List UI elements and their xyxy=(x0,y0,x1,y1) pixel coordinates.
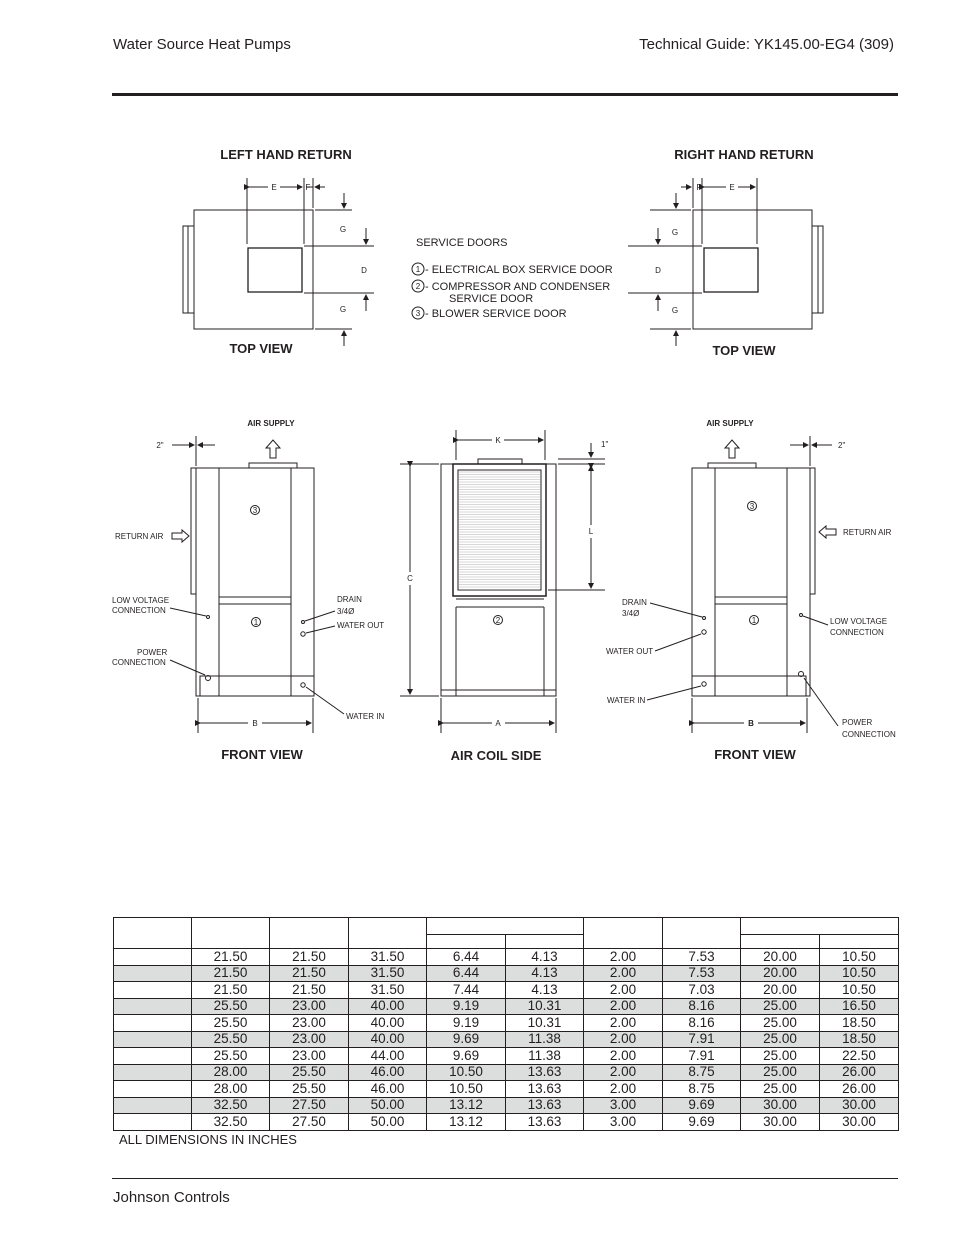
dimension-cell: 40.00 xyxy=(349,1031,427,1048)
dimension-cell: 25.50 xyxy=(192,1015,270,1032)
dimension-cell: 13.63 xyxy=(506,1064,584,1081)
dimension-cell: 13.63 xyxy=(506,1097,584,1114)
dimension-cell: 11.38 xyxy=(506,1031,584,1048)
model-cell xyxy=(114,1015,192,1032)
svg-text:WATER IN: WATER IN xyxy=(607,696,646,705)
model-cell xyxy=(114,1048,192,1065)
model-cell xyxy=(114,1081,192,1098)
table-row xyxy=(114,949,899,966)
model-cell xyxy=(114,965,192,982)
dimension-cell: 7.53 xyxy=(663,965,741,982)
header-cell xyxy=(270,918,349,949)
svg-text:F: F xyxy=(305,183,311,192)
dimension-cell: 27.50 xyxy=(270,1097,349,1114)
dimension-cell: 23.00 xyxy=(270,998,349,1015)
dimension-cell: 8.16 xyxy=(663,1015,741,1032)
svg-text:1: 1 xyxy=(751,616,757,625)
model-cell xyxy=(114,949,192,966)
dimension-cell: 8.75 xyxy=(663,1081,741,1098)
dimension-cell: 9.19 xyxy=(427,1015,506,1032)
dimension-cell: 8.16 xyxy=(663,998,741,1015)
service-door-3: - BLOWER SERVICE DOOR xyxy=(425,308,567,320)
model-cell xyxy=(114,1097,192,1114)
svg-text:1: 1 xyxy=(253,618,259,627)
svg-text:G: G xyxy=(339,225,347,234)
dimension-cell: 26.00 xyxy=(820,1064,899,1081)
dimension-cell: 25.00 xyxy=(741,1031,820,1048)
svg-text:A: A xyxy=(495,719,501,728)
dimension-cell: 7.03 xyxy=(663,982,741,999)
dimension-cell: 7.44 xyxy=(427,982,506,999)
dimension-cell: 30.00 xyxy=(741,1114,820,1131)
header-subcell xyxy=(506,935,584,949)
lh-top-view-cabinet xyxy=(194,210,313,329)
svg-text:3/4Ø: 3/4Ø xyxy=(337,607,355,616)
dimension-cell: 2.00 xyxy=(584,1015,663,1032)
dimension-cell: 2.00 xyxy=(584,1031,663,1048)
dimension-cell: 50.00 xyxy=(349,1114,427,1131)
model-cell xyxy=(114,1064,192,1081)
dimension-cell: 13.63 xyxy=(506,1114,584,1131)
dimension-cell: 2.00 xyxy=(584,998,663,1015)
air-coil-side-label: AIR COIL SIDE xyxy=(450,748,542,763)
svg-text:G: G xyxy=(671,306,679,315)
svg-text:3/4Ø: 3/4Ø xyxy=(622,609,640,618)
dimension-cell: 6.44 xyxy=(427,949,506,966)
dimension-cell: 3.00 xyxy=(584,1114,663,1131)
rh-front-view-label: FRONT VIEW xyxy=(714,747,796,762)
dimension-cell: 13.63 xyxy=(506,1081,584,1098)
dimension-cell: 2.00 xyxy=(584,949,663,966)
table-row xyxy=(114,965,899,982)
service-doors-title: SERVICE DOORS xyxy=(416,237,508,249)
dimension-cell: 9.69 xyxy=(427,1048,506,1065)
dimension-cell: 2.00 xyxy=(584,1048,663,1065)
table-row xyxy=(114,1015,899,1032)
dimension-cell: 9.69 xyxy=(663,1097,741,1114)
dimension-cell: 16.50 xyxy=(820,998,899,1015)
svg-text:K: K xyxy=(495,436,501,445)
lh-return-air-arrow xyxy=(172,530,189,542)
dimensions-table xyxy=(113,917,899,1131)
dimension-cell: 21.50 xyxy=(270,965,349,982)
dimension-cell: 20.00 xyxy=(741,965,820,982)
svg-text:POWER: POWER xyxy=(137,648,168,657)
right-hand-return-title: RIGHT HAND RETURN xyxy=(674,147,814,162)
footer-rule xyxy=(112,1178,898,1179)
table-row xyxy=(114,982,899,999)
dimension-cell: 21.50 xyxy=(192,949,270,966)
table-row xyxy=(114,1081,899,1098)
svg-text:C: C xyxy=(407,574,413,583)
dimension-cell: 4.13 xyxy=(506,965,584,982)
dimension-cell: 2.00 xyxy=(584,982,663,999)
header-cell xyxy=(584,918,663,949)
svg-text:1: 1 xyxy=(415,265,421,274)
dimension-cell: 4.13 xyxy=(506,949,584,966)
svg-text:2: 2 xyxy=(415,282,421,291)
dimension-cell: 25.00 xyxy=(741,1064,820,1081)
header-cell xyxy=(114,918,192,949)
lh-return-air-label: RETURN AIR xyxy=(115,532,164,541)
dimension-cell: 18.50 xyxy=(820,1031,899,1048)
dimension-cell: 31.50 xyxy=(349,949,427,966)
table-row xyxy=(114,1114,899,1131)
header-doc-category: Water Source Heat Pumps xyxy=(113,36,291,53)
dimension-cell: 20.00 xyxy=(741,949,820,966)
dimension-cell: 4.13 xyxy=(506,982,584,999)
dimension-cell: 18.50 xyxy=(820,1015,899,1032)
dimension-cell: 32.50 xyxy=(192,1097,270,1114)
dimension-cell: 21.50 xyxy=(192,965,270,982)
rh-air-supply-label: AIR SUPPLY xyxy=(706,419,754,428)
dimension-cell: 25.50 xyxy=(270,1081,349,1098)
model-cell xyxy=(114,982,192,999)
dimension-cell: 8.75 xyxy=(663,1064,741,1081)
svg-text:LOW VOLTAGE: LOW VOLTAGE xyxy=(112,596,170,605)
svg-text:D: D xyxy=(655,266,661,275)
dimension-cell: 3.00 xyxy=(584,1097,663,1114)
lh-front-view-label: FRONT VIEW xyxy=(221,747,303,762)
dimension-cell: 27.50 xyxy=(270,1114,349,1131)
svg-text:L: L xyxy=(588,527,594,536)
svg-text:E: E xyxy=(271,183,277,192)
lh-top-view-label: TOP VIEW xyxy=(229,341,293,356)
dimension-cell: 28.00 xyxy=(192,1081,270,1098)
service-door-2-cont: SERVICE DOOR xyxy=(449,293,534,305)
dimension-cell: 2.00 xyxy=(584,965,663,982)
air-coil-frame xyxy=(453,464,546,596)
svg-text:G: G xyxy=(339,305,347,314)
dimension-cell: 25.00 xyxy=(741,998,820,1015)
rh-top-view-collar xyxy=(704,248,758,292)
svg-text:WATER OUT: WATER OUT xyxy=(337,621,385,630)
lh-air-supply-arrow xyxy=(266,440,280,458)
table-row xyxy=(114,1048,899,1065)
svg-text:B: B xyxy=(748,719,754,728)
lh-top-view-collar xyxy=(248,248,302,292)
dimension-cell: 28.00 xyxy=(192,1064,270,1081)
rh-return-air-label: RETURN AIR xyxy=(843,528,892,537)
dimension-cell: 2.00 xyxy=(584,1081,663,1098)
service-door-2: - COMPRESSOR AND CONDENSER xyxy=(425,281,611,293)
rh-return-air-arrow xyxy=(819,526,836,538)
dimensions-note: ALL DIMENSIONS IN INCHES xyxy=(119,1132,297,1147)
svg-text:D: D xyxy=(361,266,367,275)
dimension-cell: 21.50 xyxy=(270,949,349,966)
svg-text:G: G xyxy=(671,228,679,237)
dimension-cell: 25.50 xyxy=(192,998,270,1015)
svg-text:F: F xyxy=(696,183,702,192)
svg-text:3: 3 xyxy=(415,309,421,318)
svg-text:CONNECTION: CONNECTION xyxy=(112,658,166,667)
model-cell xyxy=(114,1114,192,1131)
rh-air-supply-arrow xyxy=(725,440,739,458)
dimension-cell: 23.00 xyxy=(270,1015,349,1032)
svg-text:CONNECTION: CONNECTION xyxy=(830,628,884,637)
dimension-cell: 2.00 xyxy=(584,1064,663,1081)
svg-text:2: 2 xyxy=(495,616,501,625)
rh-top-view-cabinet xyxy=(693,210,812,329)
left-hand-return-title: LEFT HAND RETURN xyxy=(220,147,352,162)
dimension-cell: 44.00 xyxy=(349,1048,427,1065)
dimension-cell: 25.50 xyxy=(192,1031,270,1048)
svg-text:WATER OUT: WATER OUT xyxy=(606,647,654,656)
dimension-cell: 25.00 xyxy=(741,1081,820,1098)
svg-text:LOW VOLTAGE: LOW VOLTAGE xyxy=(830,617,888,626)
dimension-cell: 10.50 xyxy=(820,949,899,966)
dimension-cell: 10.50 xyxy=(820,982,899,999)
svg-text:E: E xyxy=(729,183,735,192)
header-subcell xyxy=(820,935,899,949)
svg-text:DRAIN: DRAIN xyxy=(337,595,362,604)
dimension-cell: 20.00 xyxy=(741,982,820,999)
dimension-cell: 7.91 xyxy=(663,1048,741,1065)
dimension-cell: 9.19 xyxy=(427,998,506,1015)
dimension-cell: 11.38 xyxy=(506,1048,584,1065)
dimension-cell: 25.50 xyxy=(270,1064,349,1081)
dimension-cell: 25.50 xyxy=(192,1048,270,1065)
dimension-cell: 21.50 xyxy=(192,982,270,999)
header-group-cell xyxy=(741,918,899,935)
dimension-cell: 46.00 xyxy=(349,1081,427,1098)
dimension-cell: 40.00 xyxy=(349,1015,427,1032)
table-row xyxy=(114,1031,899,1048)
header-group-cell xyxy=(427,918,584,935)
table-row xyxy=(114,1097,899,1114)
rh-top-view-label: TOP VIEW xyxy=(712,343,776,358)
dimension-cell: 32.50 xyxy=(192,1114,270,1131)
header-cell xyxy=(663,918,741,949)
svg-text:DRAIN: DRAIN xyxy=(622,598,647,607)
svg-text:3: 3 xyxy=(749,502,755,511)
svg-text:B: B xyxy=(252,719,258,728)
dimension-cell: 10.50 xyxy=(820,965,899,982)
dimension-cell: 25.00 xyxy=(741,1048,820,1065)
svg-text:CONNECTION: CONNECTION xyxy=(842,730,896,739)
dimension-cell: 40.00 xyxy=(349,998,427,1015)
dimension-cell: 9.69 xyxy=(427,1031,506,1048)
dimension-cell: 6.44 xyxy=(427,965,506,982)
dimension-cell: 10.31 xyxy=(506,998,584,1015)
model-cell xyxy=(114,1031,192,1048)
dimension-cell: 21.50 xyxy=(270,982,349,999)
dimension-cell: 30.00 xyxy=(741,1097,820,1114)
header-subcell xyxy=(741,935,820,949)
svg-text:WATER IN: WATER IN xyxy=(346,712,385,721)
air-coil-fins xyxy=(459,472,540,590)
table-row xyxy=(114,1064,899,1081)
header-cell xyxy=(349,918,427,949)
header-doc-id: Technical Guide: YK145.00-EG4 (309) xyxy=(639,36,894,53)
dimension-cell: 30.00 xyxy=(820,1114,899,1131)
dimension-cell: 23.00 xyxy=(270,1031,349,1048)
dimension-cell: 7.53 xyxy=(663,949,741,966)
dimension-cell: 10.50 xyxy=(427,1064,506,1081)
table-row xyxy=(114,998,899,1015)
dimension-cell: 10.50 xyxy=(427,1081,506,1098)
dimension-cell: 26.00 xyxy=(820,1081,899,1098)
svg-text:POWER: POWER xyxy=(842,718,873,727)
dimension-cell: 31.50 xyxy=(349,982,427,999)
dimension-cell: 9.69 xyxy=(663,1114,741,1131)
dimension-cell: 22.50 xyxy=(820,1048,899,1065)
svg-text:3: 3 xyxy=(252,506,258,515)
svg-text:2": 2" xyxy=(838,441,846,450)
dimension-cell: 10.31 xyxy=(506,1015,584,1032)
dimension-cell: 50.00 xyxy=(349,1097,427,1114)
dimension-cell: 31.50 xyxy=(349,965,427,982)
dimension-cell: 13.12 xyxy=(427,1097,506,1114)
header-cell xyxy=(192,918,270,949)
dimension-cell: 7.91 xyxy=(663,1031,741,1048)
dimension-cell: 23.00 xyxy=(270,1048,349,1065)
header-subcell xyxy=(427,935,506,949)
lh-front-cabinet xyxy=(196,468,314,696)
footer-company: Johnson Controls xyxy=(113,1189,230,1206)
dimension-cell: 30.00 xyxy=(820,1097,899,1114)
service-door-1: - ELECTRICAL BOX SERVICE DOOR xyxy=(425,264,613,276)
dimension-cell: 46.00 xyxy=(349,1064,427,1081)
table-header-row-1 xyxy=(114,918,899,935)
svg-text:CONNECTION: CONNECTION xyxy=(112,606,166,615)
model-cell xyxy=(114,998,192,1015)
dimension-cell: 25.00 xyxy=(741,1015,820,1032)
dimension-cell: 13.12 xyxy=(427,1114,506,1131)
svg-text:2": 2" xyxy=(156,441,164,450)
svg-text:1": 1" xyxy=(601,440,609,449)
lh-air-supply-label: AIR SUPPLY xyxy=(247,419,295,428)
